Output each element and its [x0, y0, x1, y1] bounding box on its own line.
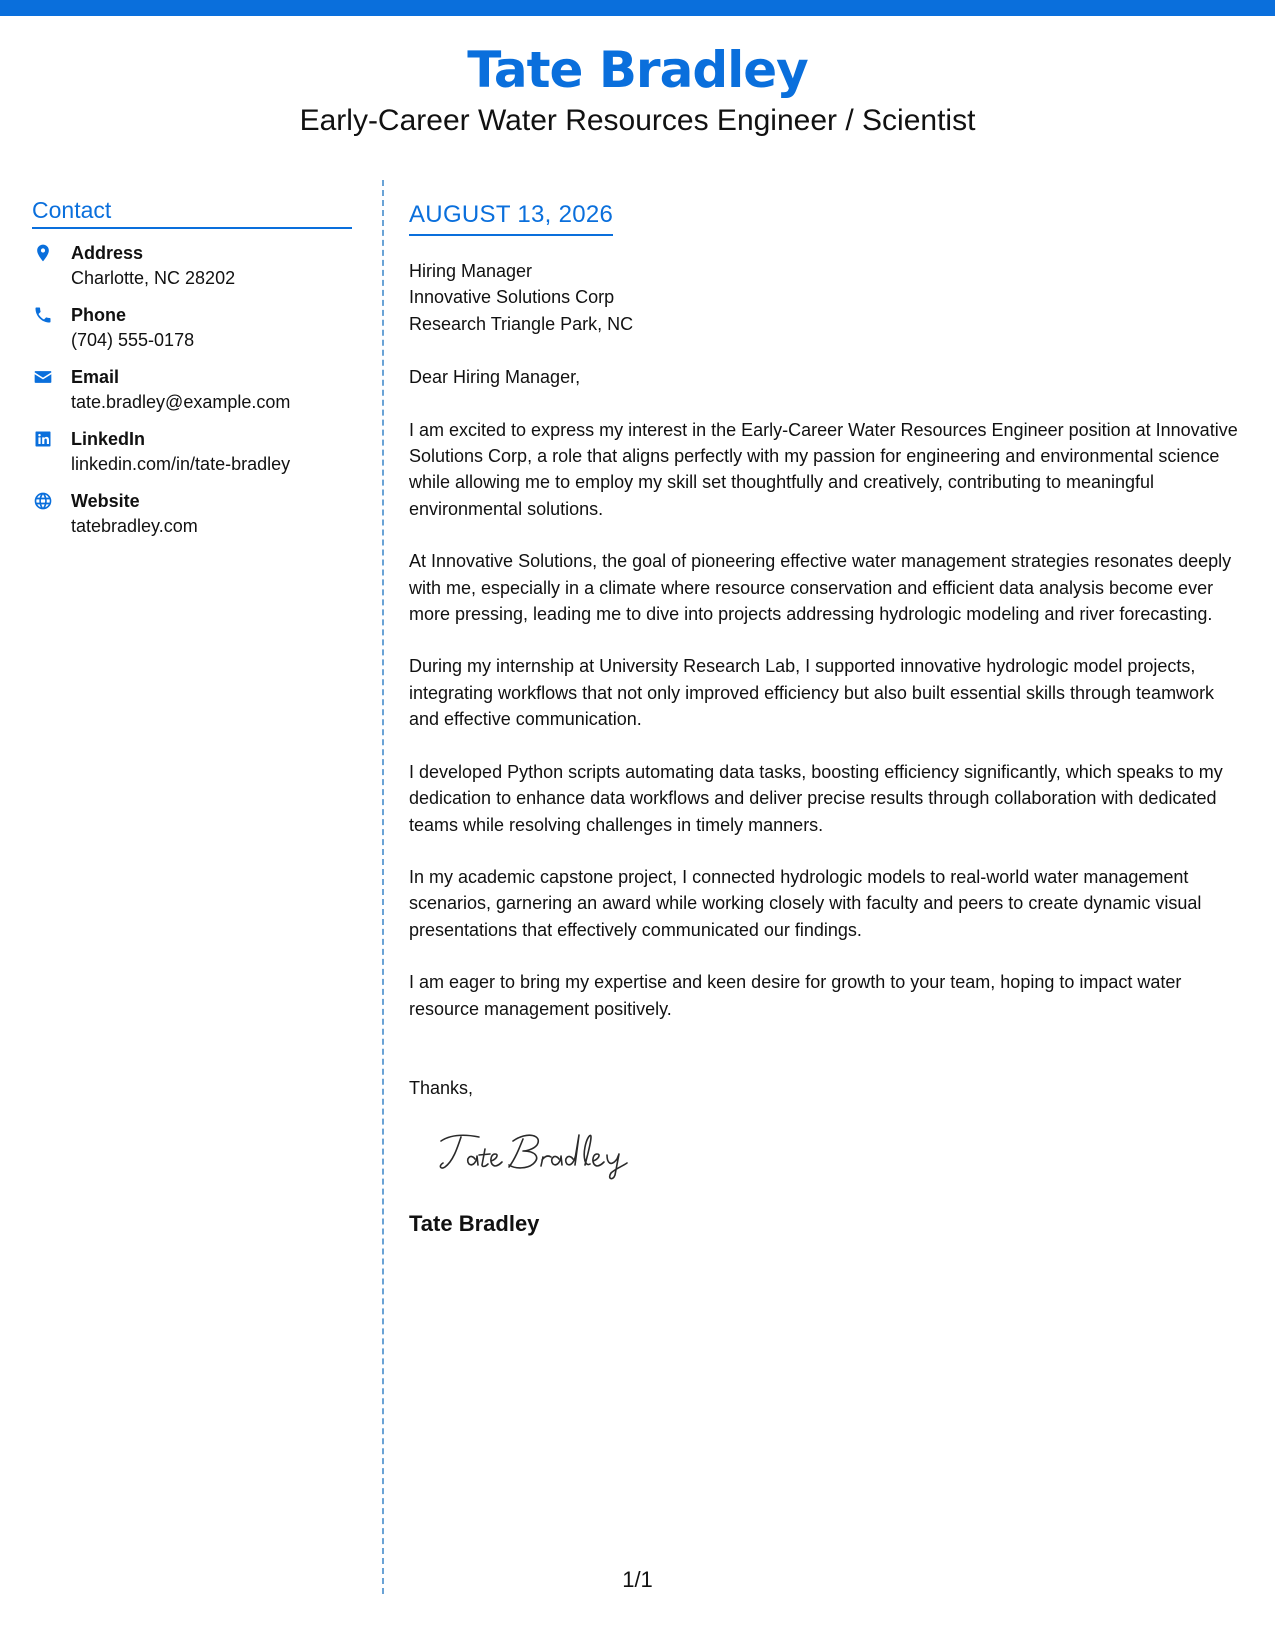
contact-value: tate.bradley@example.com [71, 392, 291, 412]
page-number: 1/1 [622, 1567, 653, 1592]
location-pin-icon [32, 242, 54, 264]
letter-body [409, 198, 1244, 1239]
closing: Thanks, [409, 1077, 474, 1098]
contact-address [32, 241, 352, 291]
recipient-line: Research Triangle Park, NC [409, 313, 634, 334]
contact-label: Address [71, 243, 144, 263]
letter-date: AUGUST 13, 2026 [409, 198, 613, 236]
phone-icon [32, 304, 54, 326]
contact-label: Email [71, 367, 120, 387]
contact-label: Phone [71, 305, 127, 325]
handwritten-signature [435, 1123, 645, 1183]
contact-email [32, 365, 352, 415]
letter-paragraph: I developed Python scripts automating data tasks, boosting efficiency significantly, which speaks to my dedication to enhance data workflows and deliver precise results through collaboration with dedicated teams while resolving challenges in timely manners. [409, 761, 1223, 835]
contact-value: linkedin.com/in/tate-bradley [71, 454, 291, 474]
contact-value: (704) 555-0178 [71, 330, 195, 350]
linkedin-icon [32, 428, 54, 450]
contact-label: Website [71, 491, 140, 511]
globe-icon [32, 490, 54, 512]
contact-linkedin [32, 427, 352, 477]
applicant-title: Early-Career Water Resources Engineer / Scientist [299, 104, 976, 137]
recipient-line: Hiring Manager [409, 261, 533, 281]
signer-name: Tate Bradley [409, 1210, 540, 1236]
salutation: Dear Hiring Manager, [409, 367, 581, 388]
letter-paragraph: At Innovative Solutions, the goal of pioneering effective water management strategies resonates deeply with me, especially in a climate where resource conservation and efficient data analysis become ever more pressing, leading me to dive into projects addressing hydrologic modeling and river forecasting. [409, 551, 1232, 625]
contact-heading: Contact [32, 196, 352, 229]
contact-label: LinkedIn [71, 429, 146, 449]
column-divider [382, 180, 384, 1594]
contact-website [32, 489, 352, 539]
contact-value: tatebradley.com [71, 516, 198, 536]
envelope-icon [32, 366, 54, 388]
contact-list [32, 241, 352, 539]
letter-paragraph: In my academic capstone project, I connected hydrologic models to real-world water management scenarios, garnering an award while working closely with faculty and peers to create dynamic visual presentations that effectively communicated our findings. [409, 866, 1202, 940]
letter-header [0, 40, 1275, 140]
letter-paragraph: During my internship at University Research Lab, I supported innovative hydrologic model projects, integrating workflows that not only improved efficiency but also built essential skills through teamwork and effective communication. [409, 656, 1215, 730]
recipient-line: Innovative Solutions Corp [409, 287, 615, 308]
letter-paragraph: I am eager to bring my expertise and keen desire for growth to your team, hoping to impact water resource management positively. [409, 972, 1182, 1019]
contact-phone [32, 303, 352, 353]
recipient-block [409, 258, 1244, 337]
contact-value: Charlotte, NC 28202 [71, 268, 236, 288]
letter-paragraph: I am excited to express my interest in the Early-Career Water Resources Engineer position at Innovative Solutions Corp, a role that aligns perfectly with my passion for engineering and environmental science while allowing me to employ my skill set thoughtfully and creatively, contributing to meaningful environmental solutions. [409, 419, 1238, 519]
applicant-name: Tate Bradley [467, 41, 808, 99]
contact-sidebar [32, 196, 352, 551]
top-accent-bar [0, 0, 1275, 16]
